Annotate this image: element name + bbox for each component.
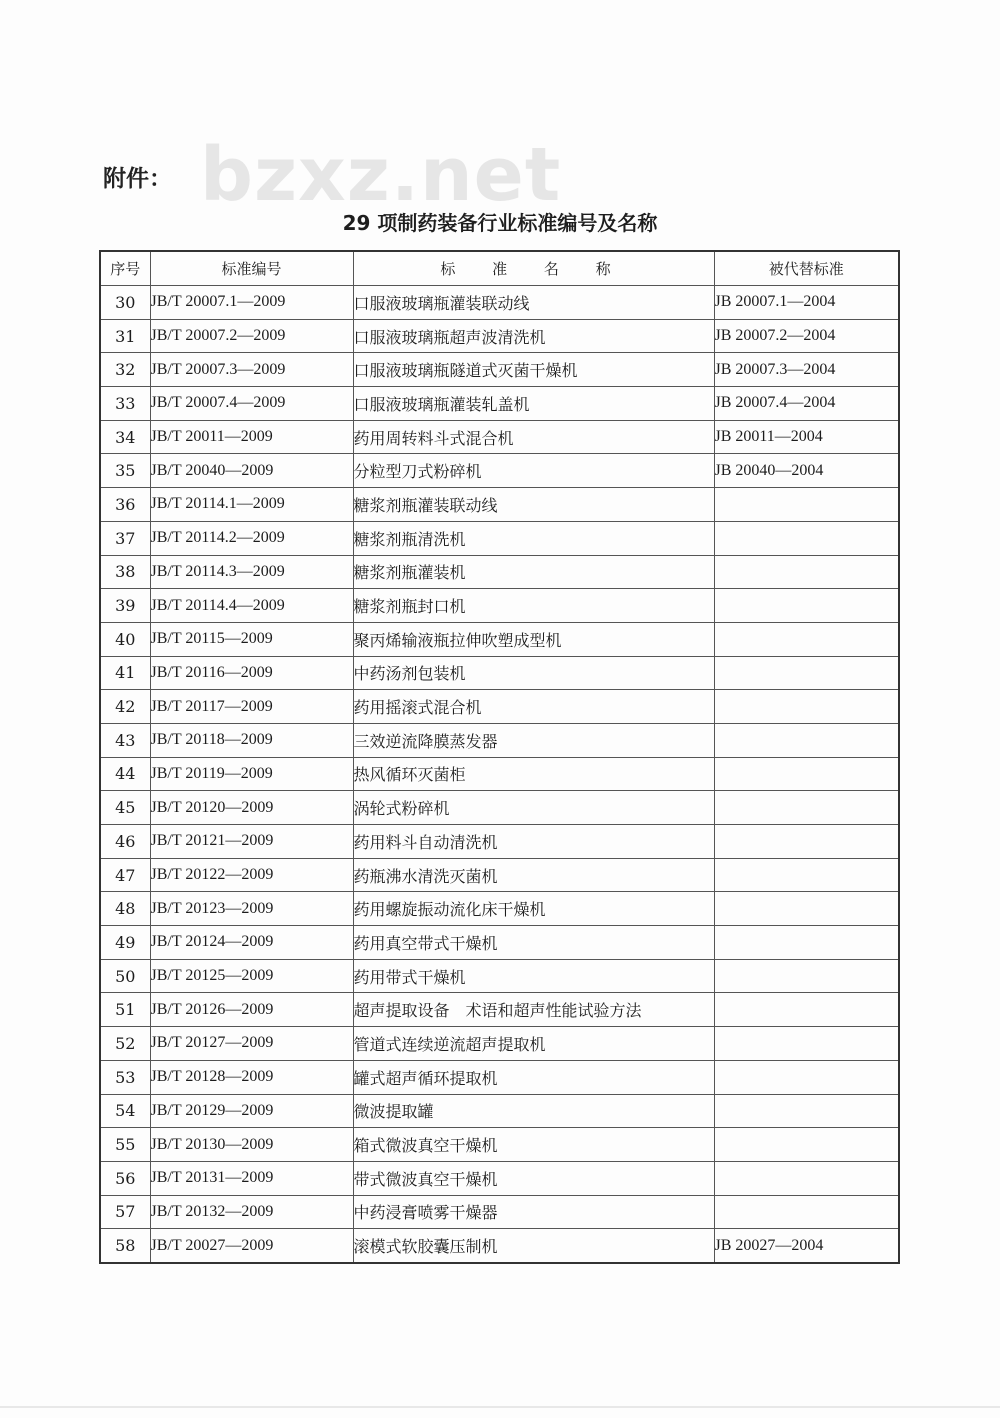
- replaced-standard: [714, 589, 899, 623]
- row-number: 47: [100, 858, 150, 892]
- table-row: [100, 959, 899, 993]
- table-header-row: [100, 251, 899, 286]
- standard-name: 滚模式软胶囊压制机: [353, 1229, 714, 1263]
- standard-code: JB/T 20007.1—2009: [150, 286, 353, 320]
- column-header-code: 标准编号: [150, 251, 353, 286]
- standard-code: JB/T 20123—2009: [150, 892, 353, 926]
- table-row: [100, 825, 899, 859]
- table-row: [100, 488, 899, 522]
- standard-code: JB/T 20120—2009: [150, 791, 353, 825]
- standard-code: JB/T 20007.3—2009: [150, 353, 353, 387]
- replaced-standard: [714, 825, 899, 859]
- row-number: 31: [100, 319, 150, 353]
- table-row: [100, 1027, 899, 1061]
- standard-code: JB/T 20127—2009: [150, 1027, 353, 1061]
- row-number: 43: [100, 723, 150, 757]
- replaced-standard: [714, 723, 899, 757]
- table-row: [100, 690, 899, 724]
- table-row: [100, 1060, 899, 1094]
- replaced-standard: [714, 959, 899, 993]
- standard-name: 糖浆剂瓶灌装联动线: [353, 488, 714, 522]
- row-number: 36: [100, 488, 150, 522]
- standard-name: 超声提取设备 术语和超声性能试验方法: [353, 993, 714, 1027]
- column-header-name: 标 准 名 称: [353, 251, 714, 286]
- replaced-standard: [714, 1094, 899, 1128]
- table-row: [100, 353, 899, 387]
- standard-name: 药用料斗自动清洗机: [353, 825, 714, 859]
- standard-code: JB/T 20040—2009: [150, 454, 353, 488]
- replaced-standard: [714, 858, 899, 892]
- table-row: [100, 521, 899, 555]
- row-number: 41: [100, 656, 150, 690]
- standard-name: 罐式超声循环提取机: [353, 1060, 714, 1094]
- standard-code: JB/T 20114.4—2009: [150, 589, 353, 623]
- table-row: [100, 791, 899, 825]
- standard-name: 药用螺旋振动流化床干燥机: [353, 892, 714, 926]
- standard-name: 涡轮式粉碎机: [353, 791, 714, 825]
- standard-name: 糖浆剂瓶清洗机: [353, 521, 714, 555]
- replaced-standard: JB 20040—2004: [714, 454, 899, 488]
- replaced-standard: [714, 555, 899, 589]
- replaced-standard: JB 20007.1—2004: [714, 286, 899, 320]
- row-number: 32: [100, 353, 150, 387]
- table-row: [100, 555, 899, 589]
- standard-name: 聚丙烯输液瓶拉伸吹塑成型机: [353, 622, 714, 656]
- standard-code: JB/T 20125—2009: [150, 959, 353, 993]
- row-number: 57: [100, 1195, 150, 1229]
- standard-name: 箱式微波真空干燥机: [353, 1128, 714, 1162]
- standard-name: 药瓶沸水清洗灭菌机: [353, 858, 714, 892]
- table-row: [100, 286, 899, 320]
- standards-table: [99, 250, 900, 1264]
- standard-name: 药用周转料斗式混合机: [353, 420, 714, 454]
- watermark: bzxz.net: [200, 132, 562, 218]
- row-number: 49: [100, 926, 150, 960]
- standard-name: 糖浆剂瓶封口机: [353, 589, 714, 623]
- standard-code: JB/T 20007.2—2009: [150, 319, 353, 353]
- row-number: 52: [100, 1027, 150, 1061]
- standard-name: 口服液玻璃瓶超声波清洗机: [353, 319, 714, 353]
- replaced-standard: [714, 993, 899, 1027]
- standard-code: JB/T 20130—2009: [150, 1128, 353, 1162]
- standard-code: JB/T 20116—2009: [150, 656, 353, 690]
- replaced-standard: [714, 1128, 899, 1162]
- table-row: [100, 1195, 899, 1229]
- standard-code: JB/T 20124—2009: [150, 926, 353, 960]
- table-row: [100, 993, 899, 1027]
- replaced-standard: [714, 791, 899, 825]
- replaced-standard: [714, 892, 899, 926]
- row-number: 39: [100, 589, 150, 623]
- replaced-standard: JB 20007.3—2004: [714, 353, 899, 387]
- standard-code: JB/T 20132—2009: [150, 1195, 353, 1229]
- column-header-no: 序号: [100, 251, 150, 286]
- standard-code: JB/T 20115—2009: [150, 622, 353, 656]
- standard-code: JB/T 20131—2009: [150, 1161, 353, 1195]
- replaced-standard: [714, 926, 899, 960]
- standard-name: 中药汤剂包装机: [353, 656, 714, 690]
- row-number: 45: [100, 791, 150, 825]
- standard-code: JB/T 20126—2009: [150, 993, 353, 1027]
- replaced-standard: JB 20007.2—2004: [714, 319, 899, 353]
- row-number: 30: [100, 286, 150, 320]
- replaced-standard: [714, 1161, 899, 1195]
- replaced-standard: [714, 757, 899, 791]
- standard-code: JB/T 20122—2009: [150, 858, 353, 892]
- standard-name: 管道式连续逆流超声提取机: [353, 1027, 714, 1061]
- table-row: [100, 1229, 899, 1263]
- standard-code: JB/T 20117—2009: [150, 690, 353, 724]
- replaced-standard: [714, 1195, 899, 1229]
- replaced-standard: [714, 622, 899, 656]
- row-number: 55: [100, 1128, 150, 1162]
- replaced-standard: JB 20011—2004: [714, 420, 899, 454]
- replaced-standard: [714, 1060, 899, 1094]
- standard-name: 药用摇滚式混合机: [353, 690, 714, 724]
- standard-name: 药用带式干燥机: [353, 959, 714, 993]
- row-number: 38: [100, 555, 150, 589]
- row-number: 54: [100, 1094, 150, 1128]
- standard-name: 口服液玻璃瓶隧道式灭菌干燥机: [353, 353, 714, 387]
- standard-code: JB/T 20119—2009: [150, 757, 353, 791]
- replaced-standard: JB 20027—2004: [714, 1229, 899, 1263]
- standard-name: 带式微波真空干燥机: [353, 1161, 714, 1195]
- table-row: [100, 656, 899, 690]
- standard-name: 热风循环灭菌柜: [353, 757, 714, 791]
- row-number: 50: [100, 959, 150, 993]
- row-number: 33: [100, 387, 150, 421]
- table-row: [100, 1128, 899, 1162]
- standard-name: 口服液玻璃瓶灌装轧盖机: [353, 387, 714, 421]
- standard-code: JB/T 20121—2009: [150, 825, 353, 859]
- page-bottom-edge: [0, 1406, 1000, 1408]
- table-row: [100, 1161, 899, 1195]
- table-row: [100, 622, 899, 656]
- row-number: 34: [100, 420, 150, 454]
- table-row: [100, 1094, 899, 1128]
- document-title: 29 项制药装备行业标准编号及名称: [342, 211, 658, 235]
- replaced-standard: [714, 656, 899, 690]
- column-header-replaces: 被代替标准: [714, 251, 899, 286]
- standard-name: 糖浆剂瓶灌装机: [353, 555, 714, 589]
- row-number: 40: [100, 622, 150, 656]
- standard-code: JB/T 20011—2009: [150, 420, 353, 454]
- standard-code: JB/T 20118—2009: [150, 723, 353, 757]
- replaced-standard: [714, 1027, 899, 1061]
- table-row: [100, 454, 899, 488]
- table-row: [100, 892, 899, 926]
- standard-code: JB/T 20114.1—2009: [150, 488, 353, 522]
- standard-name: 三效逆流降膜蒸发器: [353, 723, 714, 757]
- table-row: [100, 319, 899, 353]
- table-row: [100, 420, 899, 454]
- replaced-standard: [714, 521, 899, 555]
- standard-name: 微波提取罐: [353, 1094, 714, 1128]
- row-number: 48: [100, 892, 150, 926]
- standard-name: 中药浸膏喷雾干燥器: [353, 1195, 714, 1229]
- row-number: 46: [100, 825, 150, 859]
- replaced-standard: [714, 690, 899, 724]
- standard-code: JB/T 20027—2009: [150, 1229, 353, 1263]
- standard-code: JB/T 20007.4—2009: [150, 387, 353, 421]
- row-number: 53: [100, 1060, 150, 1094]
- standard-name: 口服液玻璃瓶灌装联动线: [353, 286, 714, 320]
- attachment-label: 附件：: [103, 166, 172, 192]
- table-row: [100, 723, 899, 757]
- standard-name: 药用真空带式干燥机: [353, 926, 714, 960]
- table-row: [100, 757, 899, 791]
- row-number: 56: [100, 1161, 150, 1195]
- standard-code: JB/T 20114.3—2009: [150, 555, 353, 589]
- standard-name: 分粒型刀式粉碎机: [353, 454, 714, 488]
- table-row: [100, 926, 899, 960]
- row-number: 44: [100, 757, 150, 791]
- standard-code: JB/T 20128—2009: [150, 1060, 353, 1094]
- table-row: [100, 589, 899, 623]
- replaced-standard: JB 20007.4—2004: [714, 387, 899, 421]
- row-number: 58: [100, 1229, 150, 1263]
- replaced-standard: [714, 488, 899, 522]
- standard-code: JB/T 20114.2—2009: [150, 521, 353, 555]
- row-number: 51: [100, 993, 150, 1027]
- row-number: 42: [100, 690, 150, 724]
- row-number: 37: [100, 521, 150, 555]
- standard-code: JB/T 20129—2009: [150, 1094, 353, 1128]
- table-row: [100, 387, 899, 421]
- row-number: 35: [100, 454, 150, 488]
- table-row: [100, 858, 899, 892]
